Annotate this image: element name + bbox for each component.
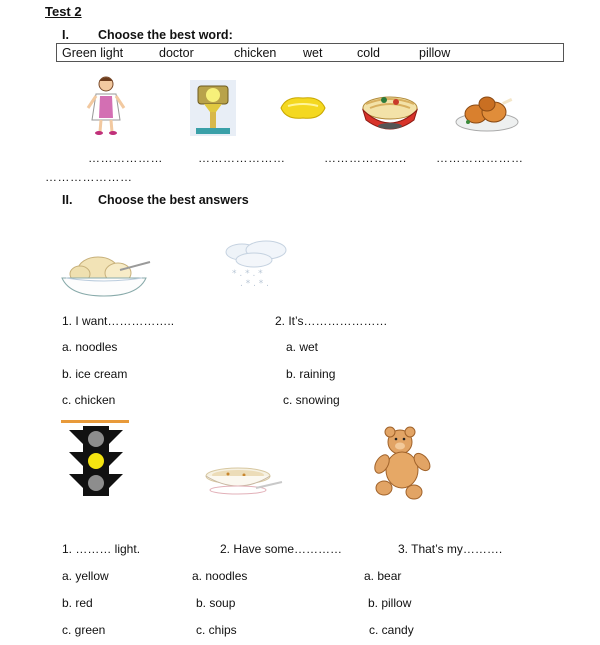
answer-blank[interactable]: ……………… bbox=[88, 151, 163, 165]
q3-option-c[interactable]: c. candy bbox=[369, 623, 414, 637]
answer-blank[interactable]: ………………… bbox=[45, 170, 133, 184]
q1-option-b[interactable]: b. ice cream bbox=[62, 367, 128, 381]
word-bank-item: cold bbox=[357, 46, 380, 60]
doctor-image bbox=[86, 74, 126, 136]
chicken-image bbox=[454, 94, 520, 134]
question-2-stem: 2. It’s………………… bbox=[275, 314, 388, 328]
word-bank-item: chicken bbox=[234, 46, 277, 60]
q2-option-c[interactable]: c. snowing bbox=[283, 393, 340, 407]
svg-text:* . * . *: * . * . * bbox=[232, 269, 263, 279]
svg-text:. * . * .: . * . * . bbox=[240, 279, 270, 289]
word-bank-item: Green light bbox=[62, 46, 124, 60]
question-2-stem: 2. Have some………… bbox=[220, 542, 343, 556]
answer-blank[interactable]: ……………….. bbox=[324, 151, 407, 165]
q1-option-c[interactable]: c. green bbox=[62, 623, 106, 637]
q1-option-b[interactable]: b. red bbox=[62, 596, 93, 610]
q1-option-a[interactable]: a. yellow bbox=[62, 569, 109, 583]
question-1-stem: 1. I want…………….. bbox=[62, 314, 175, 328]
word-bank-item: pillow bbox=[419, 46, 451, 60]
section-1-numeral: I. bbox=[62, 28, 69, 42]
q1-option-c[interactable]: c. chicken bbox=[62, 393, 116, 407]
q1-option-a[interactable]: a. noodles bbox=[62, 340, 118, 354]
test-title: Test 2 bbox=[45, 4, 82, 19]
traffic-light-image bbox=[190, 80, 236, 136]
section-2-numeral: II. bbox=[62, 193, 73, 207]
word-bank-item: doctor bbox=[159, 46, 194, 60]
answer-blank[interactable]: ………………… bbox=[436, 151, 524, 165]
q2-option-b[interactable]: b. soup bbox=[196, 596, 236, 610]
question-3-stem: 3. That’s my………. bbox=[398, 542, 503, 556]
answer-blank[interactable]: ………………… bbox=[198, 151, 286, 165]
question-1-stem: 1. ……… light. bbox=[62, 542, 141, 556]
section-2-heading bbox=[62, 193, 249, 207]
section-1-title: Choose the best word: bbox=[98, 28, 233, 42]
traffic-light-image bbox=[61, 420, 129, 502]
q2-option-c[interactable]: c. chips bbox=[196, 623, 237, 637]
word-bank-item: wet bbox=[303, 46, 323, 60]
pillow-image bbox=[278, 94, 328, 122]
q3-option-b[interactable]: b. pillow bbox=[368, 596, 412, 610]
word-bank bbox=[56, 43, 564, 62]
ice-cream-image bbox=[60, 240, 152, 300]
q2-option-b[interactable]: b. raining bbox=[286, 367, 336, 381]
noodles-image bbox=[360, 86, 420, 132]
section-2-title: Choose the best answers bbox=[98, 193, 249, 207]
snowing-image bbox=[218, 236, 296, 292]
teddy-bear-image bbox=[370, 426, 440, 502]
soup-image bbox=[202, 462, 284, 498]
q3-option-a[interactable]: a. bear bbox=[364, 569, 402, 583]
q2-option-a[interactable]: a. noodles bbox=[192, 569, 248, 583]
q2-option-a[interactable]: a. wet bbox=[286, 340, 319, 354]
section-1-heading bbox=[62, 28, 233, 42]
